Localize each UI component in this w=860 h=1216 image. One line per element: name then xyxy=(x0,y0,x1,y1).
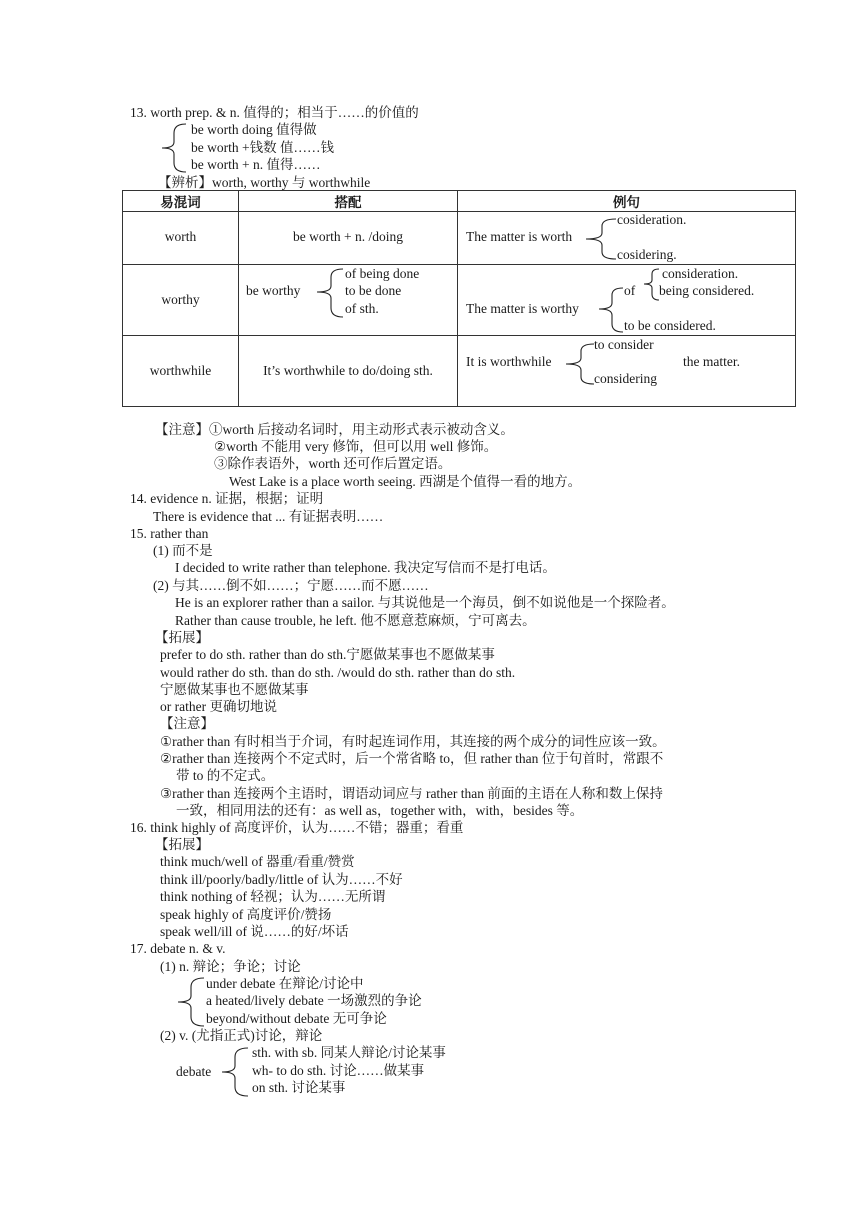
example-worthwhile-option-1: to consider xyxy=(594,337,654,352)
brace-icon xyxy=(582,216,618,262)
note-example: West Lake is a place worth seeing. 西湖是个值得一看的地方。 xyxy=(229,474,582,489)
verb-use-2: wh- to do sth. 讨论……做某事 xyxy=(252,1063,425,1078)
item15-line: would rather do sth. than do sth. /would do sth. rather than do sth. xyxy=(160,665,516,680)
example-worthy-of: of xyxy=(624,283,636,298)
table-row xyxy=(123,212,796,265)
noun-use-2: a heated/lively debate 一场激烈的争论 xyxy=(206,993,422,1008)
example-worthwhile-option-2: considering xyxy=(594,371,657,386)
verb-use-1: sth. with sb. 同某人辩论/讨论某事 xyxy=(252,1045,446,1060)
header-example: 例句 xyxy=(458,191,796,212)
item16-line: think nothing of 轻视；认为……无所谓 xyxy=(160,889,386,904)
collocation-worthy-option-1: of being done xyxy=(345,266,420,281)
item16-line: 【拓展】 xyxy=(155,837,209,852)
item16-line: speak highly of 高度评价/赞扬 xyxy=(160,907,332,922)
item15-line: ①rather than 有时相当于介词，有时起连词作用，其连接的两个成分的词性应该一致。 xyxy=(160,734,666,749)
worth-use-1: be worth doing 值得做 xyxy=(191,122,317,137)
item15-line: 一致，相同用法的还有：as well as，together with，with，besides 等。 xyxy=(176,803,584,818)
worth-use-2: be worth +钱数 值……钱 xyxy=(191,140,334,155)
example-worth-option-2: cosidering. xyxy=(617,247,677,262)
word-worthwhile: worthwhile xyxy=(149,363,212,378)
item14-heading: 14. evidence n. 证据，根据；证明 xyxy=(130,491,324,506)
noun-use-3: beyond/without debate 无可争论 xyxy=(206,1011,387,1026)
item15-line: or rather 更确切地说 xyxy=(160,699,277,714)
word-worthy: worthy xyxy=(161,292,200,307)
item14-example: There is evidence that ... 有证据表明…… xyxy=(153,509,384,524)
item15-line: I decided to write rather than telephone. 我决定写信而不是打电话。 xyxy=(175,560,556,575)
item15-heading: 15. rather than xyxy=(130,526,209,541)
collocation-worthy-lead: be worthy xyxy=(246,283,301,298)
item13-heading: 13. worth prep. & n. 值得的；相当于……的价值的 xyxy=(130,105,419,120)
brace-icon xyxy=(562,341,596,387)
collocation-worthwhile: It’s worthwhile to do/doing sth. xyxy=(263,363,433,378)
collocation-worth: be worth + n. /doing xyxy=(293,229,403,244)
brace-icon xyxy=(313,266,345,320)
item16-heading: 16. think highly of 高度评价，认为……不错；器重；看重 xyxy=(130,820,464,835)
header-collocation: 搭配 xyxy=(239,191,458,212)
example-worthy-lead: The matter is worthy xyxy=(466,301,579,316)
table-row xyxy=(123,336,796,407)
example-worth-lead: The matter is worth xyxy=(466,229,573,244)
collocation-worthy-option-3: of sth. xyxy=(345,301,379,316)
item15-line: ③rather than 连接两个主语时，谓语动词应与 rather than 前面的主语在人称和数上保持 xyxy=(160,786,663,801)
collocation-worthy-option-2: to be done xyxy=(345,283,402,298)
example-worthy-of-option-2: being considered. xyxy=(659,283,755,298)
item17-noun-label: (1) n. 辩论；争论；讨论 xyxy=(160,959,301,974)
brace-icon xyxy=(158,121,188,175)
verb-use-3: on sth. 讨论某事 xyxy=(252,1080,346,1095)
note-line: ②worth 不能用 very 修饰，但可以用 well 修饰。 xyxy=(214,439,498,454)
example-worth-option-1: cosideration. xyxy=(617,212,687,227)
item15-line: prefer to do sth. rather than do sth.宁愿做某事也不愿做某事 xyxy=(160,647,495,662)
brace-icon xyxy=(218,1045,250,1099)
brace-icon xyxy=(174,975,206,1029)
table-header-row xyxy=(123,191,796,212)
example-worthy-of-option-1: consideration. xyxy=(662,266,739,281)
worth-use-3: be worth + n. 值得…… xyxy=(191,157,321,172)
item15-line: 带 to 的不定式。 xyxy=(176,768,275,783)
item15-line: (1) 而不是 xyxy=(153,543,213,558)
table-row xyxy=(123,265,796,336)
item15-line: 宁愿做某事也不愿做某事 xyxy=(160,682,309,697)
item15-line: (2) 与其……倒不如……；宁愿……而不愿…… xyxy=(153,578,429,593)
item15-line: Rather than cause trouble, he left. 他不愿意惹麻烦，宁可离去。 xyxy=(175,613,536,628)
word-worth: worth xyxy=(164,229,197,244)
item16-line: speak well/ill of 说……的好/坏话 xyxy=(160,924,349,939)
item15-line: ②rather than 连接两个不定式时，后一个常省略 to，但 rather than 位于句首时，常跟不 xyxy=(160,751,664,766)
item15-line: He is an explorer rather than a sailor. 与其说他是一个海员，倒不如说他是一个探险者。 xyxy=(175,595,675,610)
header-word: 易混词 xyxy=(123,191,239,212)
item17-verb-label: (2) v. (尤指正式)讨论，辩论 xyxy=(160,1028,323,1043)
item16-line: think much/well of 器重/看重/赞赏 xyxy=(160,854,355,869)
item16-line: think ill/poorly/badly/little of 认为……不好 xyxy=(160,872,403,887)
note-line: ③除作表语外，worth 还可作后置定语。 xyxy=(214,456,452,471)
brace-icon xyxy=(641,267,661,303)
example-worthwhile-tail: the matter. xyxy=(683,354,740,369)
distinction-title: 【辨析】worth, worthy 与 worthwhile xyxy=(158,175,371,190)
note-line: 【注意】①worth 后接动名词时，用主动形式表示被动含义。 xyxy=(155,422,514,437)
item17-heading: 17. debate n. & v. xyxy=(130,941,226,956)
brace-icon xyxy=(595,285,625,335)
item15-line: 【拓展】 xyxy=(155,630,209,645)
noun-use-1: under debate 在辩论/讨论中 xyxy=(206,976,364,991)
verb-lead: debate xyxy=(176,1064,212,1079)
item15-line: 【注意】 xyxy=(160,716,214,731)
comparison-table xyxy=(122,190,796,407)
example-worthy-to: to be considered. xyxy=(624,318,716,333)
example-worthwhile-lead: It is worthwhile xyxy=(466,354,552,369)
